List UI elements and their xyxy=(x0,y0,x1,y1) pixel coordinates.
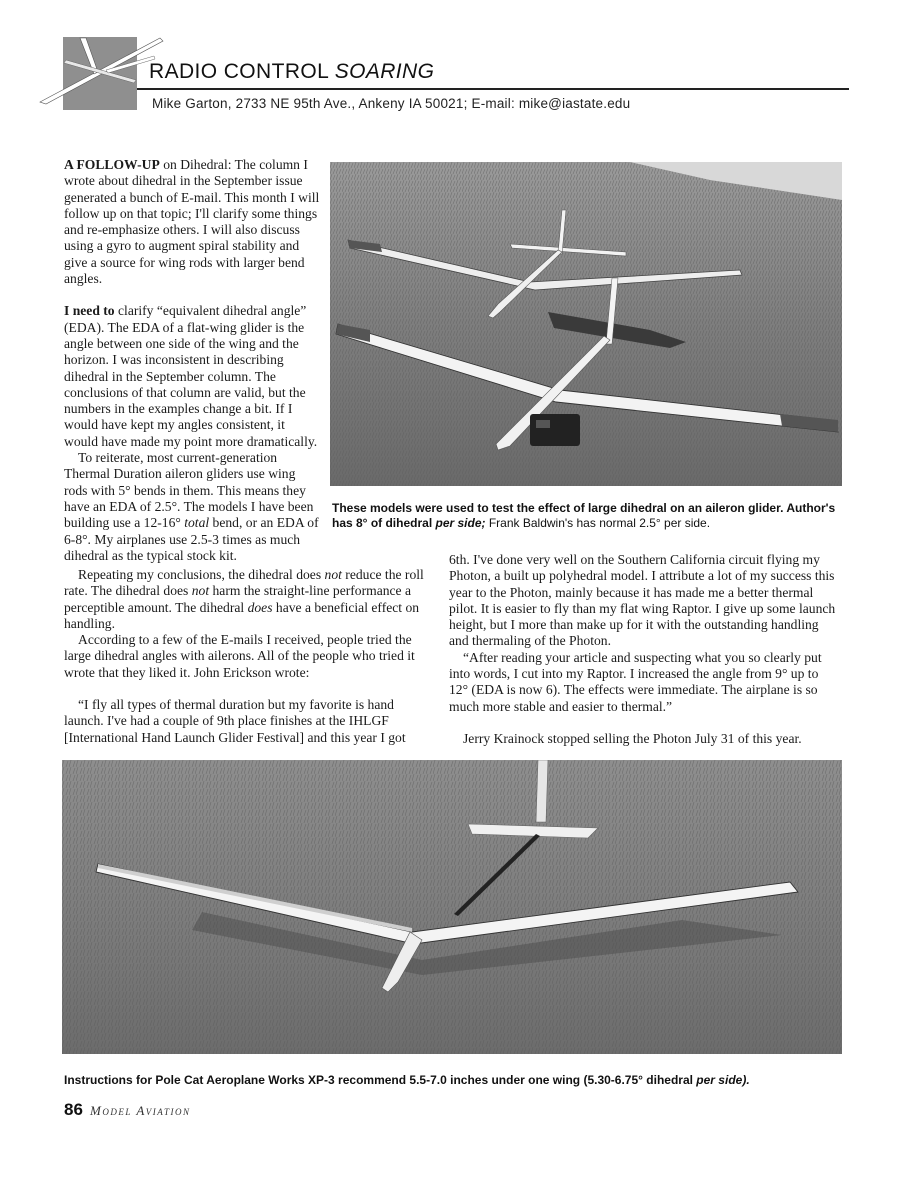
article-column-middle xyxy=(64,567,434,746)
paragraph-eda: I need to clarify “equivalent dihedral angle” (EDA). The EDA of a flat-wing glider is the angle between one side of the wing and the horizon. I was inconsistent in describing dihedral in the September column. The conclusions of that column are valid, but the numbers in the examples change a bit. If I would have kept my angles consistent, it would have made my point more dramatically. xyxy=(64,303,318,449)
glider-logo-icon xyxy=(36,30,166,110)
photo-two-gliders-caption: These models were used to test the effect of large dihedral on an aileron glider. Author's has 8° of dihedral per side; Frank Baldwin's has normal 2.5° per side. xyxy=(332,501,836,530)
magazine-name: Model Aviation xyxy=(90,1103,191,1118)
author-byline: Mike Garton, 2733 NE 95th Ave., Ankeny IA 50021; E-mail: mike@iastate.edu xyxy=(152,96,631,111)
paragraph-eda-lead: I need to xyxy=(64,303,115,319)
page-number: 86 xyxy=(64,1100,83,1119)
article-column-right xyxy=(449,552,839,747)
photo-two-gliders-image xyxy=(330,162,842,486)
header-rule xyxy=(137,88,849,90)
paragraph-intro-lead: A FOLLOW-UP xyxy=(64,157,160,172)
photo-xp3-glider xyxy=(62,760,842,1054)
paragraph-emails: According to a few of the E-mails I received, people tried the large dihedral angles with ailerons. All of the people who tried it wrote that they liked it. John Erickson wrote: xyxy=(64,632,415,680)
paragraph-quote-raptor: “After reading your article and suspecting what you so clearly put into words, I cut into my Raptor. I increased the angle from 9° up to 12° (EDA is now 6). The effects were immediate. The airplane is so much more stable and easier to thermal.” xyxy=(449,649,822,714)
column-title xyxy=(149,60,434,84)
photo-two-gliders xyxy=(330,162,842,486)
paragraph-quote-continued: 6th. I've done very well on the Southern California circuit flying my Photon, a built up polyhedral model. I attribute a lot of my success this year to the Photon, mainly because it has made me a better thermal pilot. It is easier to fly than my flat wing Raptor. I give up some launch height, but I more than make up for it with the outstanding handling and thermaling of the Photon. xyxy=(449,552,836,649)
photo-xp3-caption: Instructions for Pole Cat Aeroplane Works XP-3 recommend 5.5-7.0 inches under one wing (5.30-6.75° dihedral per side). xyxy=(64,1073,750,1087)
paragraph-conclusions: Repeating my conclusions, the dihedral does not reduce the roll rate. The dihedral does not harm the straight-line performance a perceptible amount. The dihedral does have a beneficial effect on handling. xyxy=(64,567,424,631)
paragraph-krainock: Jerry Krainock stopped selling the Photon July 31 of this year. xyxy=(463,730,802,746)
article-column-left xyxy=(64,157,320,564)
photo-xp3-glider-image xyxy=(62,760,842,1054)
column-title-italic: SOARING xyxy=(334,60,435,83)
column-title-main: RADIO CONTROL xyxy=(149,60,329,83)
paragraph-intro: A FOLLOW-UP on Dihedral: The column I wrote about dihedral in the September issue generated a bunch of E-mail. This month I will follow up on that topic; I'll clarify some things and re-emphasize others. I will also discuss using a gyro to augment spiral stability and give a source for wing rods with larger bend angles. xyxy=(64,157,320,287)
paragraph-quote-start: “I fly all types of thermal duration but my favorite is hand launch. I've had a couple of 9th place finishes at the IHLGF [International Hand Launch Glider Festival] and this year I got xyxy=(64,697,406,745)
paragraph-reiterate: To reiterate, most current-generation Thermal Duration aileron gliders use wing rods with 5° bends in them. This means they have an EDA of 2.5°. The models I have been building use a 12-16° total bend, or an EDA of 6-8°. My airplanes use 2.5-3 times as much dihedral as the typical stock kit. xyxy=(64,450,319,563)
